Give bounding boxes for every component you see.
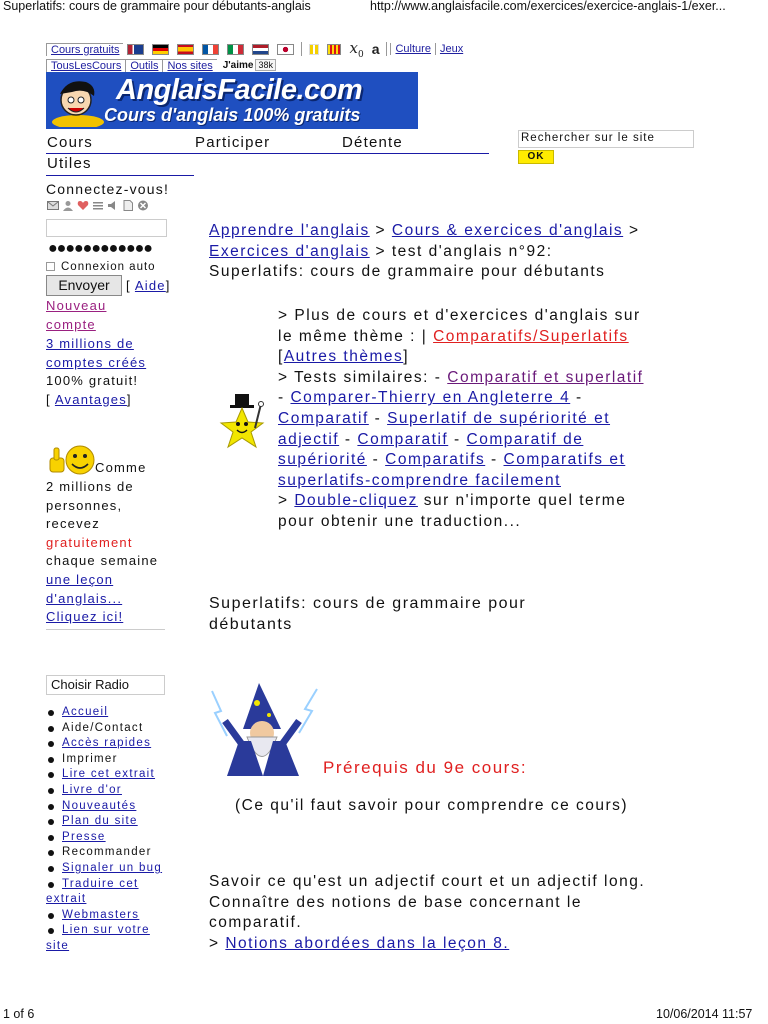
similar-test-link[interactable]: Comparatif et superlatif (447, 368, 644, 386)
password-field[interactable]: ●●●●●●●●●●●● (48, 240, 152, 257)
advantages-wrap: [ Avantages] (46, 391, 132, 407)
sidebar-link-label[interactable]: Plan du site (62, 815, 138, 828)
menu-cours[interactable]: Cours (47, 134, 94, 151)
flag-france-icon[interactable] (202, 44, 219, 55)
section-title (209, 594, 526, 635)
menu-detente[interactable]: Détente (342, 134, 403, 151)
logo-tagline: Cours d'anglais 100% gratuits (104, 105, 361, 125)
sidebar-link-item[interactable] (46, 861, 196, 877)
close-icon[interactable] (137, 200, 149, 211)
sidebar-link-label[interactable]: site (46, 939, 70, 952)
sidebar-link-item[interactable] (46, 767, 196, 783)
related-line: Plus de cours et d'exercices d'anglais sur (294, 307, 641, 324)
free-label: 100% gratuit! (46, 373, 139, 389)
sidebar-link-item[interactable] (46, 783, 196, 799)
body-line: Savoir ce qu'est un adjectif court et un adjectif long. (209, 873, 646, 890)
help-link[interactable]: Aide (134, 278, 166, 293)
similar-test-link[interactable]: Comparatifs et (503, 451, 626, 469)
sidebar-link-label: Imprimer (62, 752, 118, 765)
separator (301, 42, 302, 56)
body-line: comparatif. (209, 914, 303, 932)
accounts-created-line2[interactable]: comptes créés (46, 354, 147, 370)
promo-line: personnes, (46, 497, 123, 513)
prerequisite-heading: Prérequis du 9e cours: (323, 758, 528, 777)
nav-nos-sites[interactable]: Nos sites (162, 59, 216, 72)
sidebar-link-item[interactable] (46, 892, 196, 908)
username-field[interactable] (46, 219, 167, 237)
print-datetime: 10/06/2014 11:57 (656, 1007, 753, 1021)
double-click-link[interactable]: Double-cliquez (294, 492, 418, 510)
promo-line: 2 millions de (46, 479, 134, 494)
promo-lesson-link[interactable]: d'anglais... (46, 590, 123, 606)
sidebar-link-label[interactable]: extrait (46, 893, 87, 906)
site-logo[interactable] (46, 72, 418, 129)
prerequisite-subtitle: (Ce qu'il faut savoir pour comprendre ce cours) (235, 797, 629, 814)
sidebar-link-item (46, 721, 196, 737)
mascot-icon (48, 74, 108, 127)
sidebar-link-item[interactable] (46, 908, 196, 924)
sidebar-link-item (46, 752, 196, 768)
section-title-line: Superlatifs: cours de grammaire pour (209, 595, 527, 612)
list-icon[interactable] (92, 200, 104, 211)
sidebar-link-label[interactable]: Traduire cet (62, 877, 139, 890)
auto-login-label: Connexion auto (61, 261, 156, 273)
sidebar-link-label[interactable]: Webmasters (62, 908, 140, 921)
math-tool-icon[interactable]: $x_0$ (349, 38, 364, 60)
nav-outils[interactable]: Outils (125, 59, 162, 72)
double-click-text: pour obtenir une traduction... (278, 512, 522, 530)
body-line: Connaître des notions de base concernant le (209, 893, 582, 911)
sidebar-link-label[interactable]: Signaler un bug (62, 861, 163, 874)
document-icon[interactable] (122, 200, 134, 211)
breadcrumb-test: test d'anglais n°92: (391, 242, 553, 260)
flag-italy-icon[interactable] (227, 44, 244, 55)
flag-germany-icon[interactable] (152, 44, 169, 55)
sidebar-link-item[interactable] (46, 814, 196, 830)
help-link-wrap: [ Aide] (126, 278, 171, 293)
notions-link[interactable]: Notions abordées dans la leçon 8. (225, 934, 510, 952)
breadcrumb-cours-exercices[interactable]: Cours & exercices d'anglais (391, 222, 624, 239)
flag-uk-icon[interactable] (127, 44, 144, 55)
search-ok-button[interactable]: OK (518, 150, 554, 164)
speaker-icon[interactable] (107, 200, 119, 211)
like-count: 38k (255, 59, 276, 71)
sidebar-link-label[interactable]: Presse (62, 830, 106, 843)
similar-test-link[interactable]: adjectif (278, 430, 340, 448)
page-title: Superlatifs: cours de grammaire pour débutants (209, 263, 606, 281)
sidebar-link-item[interactable] (46, 705, 196, 721)
sidebar-link-item[interactable] (46, 799, 196, 815)
sidebar-link-item[interactable] (46, 877, 196, 893)
double-click-text: sur n'importe quel terme (423, 492, 627, 510)
sidebar-link-label[interactable]: Livre d'or (62, 783, 122, 796)
promo-line: recevez (46, 516, 100, 532)
promo-line: chaque semaine (46, 553, 159, 569)
top-nav-row-1 (46, 38, 467, 60)
radio-select[interactable]: Choisir Radio (46, 675, 165, 695)
breadcrumb: Apprendre l'anglais > Cours & exercices d'anglais > Exercices d'anglais > test d'anglais n°92: Superlatifs: cours de grammaire pour débutants (209, 221, 640, 283)
related-line: le même thème : | (278, 327, 428, 345)
promo-text (46, 478, 158, 627)
menu-participer[interactable]: Participer (195, 134, 271, 151)
like-button[interactable]: J'aime (222, 59, 254, 71)
user-icon[interactable] (62, 200, 74, 211)
similar-tests-label: Tests similaires: - (294, 368, 442, 386)
star-magician-icon (219, 392, 271, 452)
menu-underline (46, 153, 489, 154)
prerequisite-body: Savoir ce qu'est un adjectif court et un adjectif long. Connaître des notions de base concernant le comparatif. > Notions abordées dans la leçon 8. (209, 873, 646, 952)
send-button[interactable]: Envoyer (46, 275, 122, 296)
sidebar-link-label: Recommander (62, 846, 152, 859)
top-navigation (46, 38, 467, 73)
new-account-line2[interactable]: compte (46, 316, 96, 332)
sidebar-link-label[interactable]: Nouveautés (62, 799, 137, 812)
mail-icon[interactable] (47, 200, 59, 211)
flag-brazil-icon[interactable] (309, 44, 319, 55)
auto-login-row[interactable] (46, 258, 156, 277)
similar-test-link[interactable]: supériorité (278, 451, 367, 469)
accounts-created-line1[interactable]: 3 millions de (46, 336, 134, 351)
top-nav-row-2 (46, 57, 467, 73)
similar-test-link[interactable]: Comparer-Thierry en Angleterre 4 (290, 389, 571, 407)
section-title-line: débutants (209, 615, 293, 633)
sidebar-link-item[interactable] (46, 736, 196, 752)
promo-lesson-link[interactable]: une leçon (46, 571, 114, 587)
heart-icon[interactable] (77, 200, 89, 211)
other-themes-link[interactable]: Autres thèmes (283, 348, 404, 366)
flag-japan-icon[interactable] (277, 44, 294, 55)
logo-title: AnglaisFacile.com (116, 74, 363, 106)
similar-test-link[interactable]: Comparatif (357, 430, 449, 448)
sidebar-link-item[interactable] (46, 923, 196, 939)
sidebar-link-item[interactable] (46, 830, 196, 846)
menu-underline (46, 175, 194, 176)
wizard-icon (207, 681, 322, 778)
breadcrumb-exercices[interactable]: Exercices d'anglais (209, 242, 370, 260)
sidebar-link-label: Aide/Contact (62, 721, 144, 734)
menu-utiles[interactable]: Utiles (47, 155, 92, 172)
print-title: Superlatifs: cours de grammaire pour débutants-anglais (3, 0, 311, 13)
promo-divider (46, 629, 165, 630)
promo-click-link[interactable]: Cliquez ici! (46, 609, 124, 625)
nav-tous-les-cours[interactable]: TousLesCours (46, 59, 125, 72)
related-block: > Plus de cours et d'exercices d'anglais sur le même thème : | Comparatifs/Superlatifs [Autres thèmes] > Tests similaires: - Comparatif et superlatif - Comparer-Thierry en Angleterre 4 - Comparatif - Superlatif de supériorité et adjectif - Comparatif - Comparatif de supériorité - Comparatifs - Comparatifs et superlatifs-comprendre facilement > Double-cliquez sur n'importe quel terme pour obtenir une traduction... (278, 306, 644, 533)
font-size-icon[interactable]: a (371, 41, 380, 57)
flag-spain-icon[interactable] (177, 44, 194, 55)
flag-catalonia-icon[interactable] (327, 44, 341, 55)
promo-free: gratuitement (46, 534, 133, 550)
similar-test-link[interactable]: Comparatif (278, 409, 369, 427)
similar-test-link[interactable]: Superlatif de supériorité et (387, 409, 611, 427)
breadcrumb-apprendre[interactable]: Apprendre l'anglais (209, 222, 370, 239)
print-url: http://www.anglaisfacile.com/exercices/exercice-anglais-1/exer... (370, 0, 726, 13)
sidebar-link-label[interactable]: Accès rapides (62, 737, 152, 750)
theme-link[interactable]: Comparatifs/Superlatifs (433, 327, 629, 345)
similar-test-link[interactable]: Comparatif de (466, 430, 584, 448)
flag-netherlands-icon[interactable] (252, 44, 269, 55)
sidebar-link-label[interactable]: Accueil (62, 706, 109, 718)
search-input[interactable]: Rechercher sur le site (518, 130, 694, 148)
sidebar-link-item (46, 845, 196, 861)
sidebar-link-label[interactable]: Lire cet extrait (62, 768, 156, 781)
accounts-created[interactable] (46, 335, 146, 409)
connect-label: Connectez-vous! (46, 181, 170, 197)
promo-comme: Comme (95, 460, 147, 475)
sidebar-link-item[interactable] (46, 939, 196, 955)
sidebar-link-label[interactable]: Lien sur votre (62, 924, 150, 937)
similar-test-link[interactable]: Comparatifs (385, 451, 486, 469)
separator (386, 42, 387, 56)
nav-jeux[interactable]: Jeux (435, 43, 467, 55)
nav-cours-gratuits[interactable]: Cours gratuits (46, 43, 123, 56)
print-page-number: 1 of 6 (3, 1007, 35, 1021)
auto-login-checkbox[interactable] (46, 262, 55, 271)
user-icons-row (47, 200, 149, 211)
similar-test-link[interactable]: superlatifs-comprendre facilement (278, 471, 561, 489)
sidebar-links (46, 705, 196, 955)
nav-culture[interactable]: Culture (390, 43, 434, 55)
new-account-line1[interactable]: Nouveau (46, 298, 107, 313)
new-account-link[interactable] (46, 297, 106, 334)
advantages-link[interactable]: Avantages (54, 391, 127, 407)
thumbs-up-smiley-icon (46, 444, 96, 477)
